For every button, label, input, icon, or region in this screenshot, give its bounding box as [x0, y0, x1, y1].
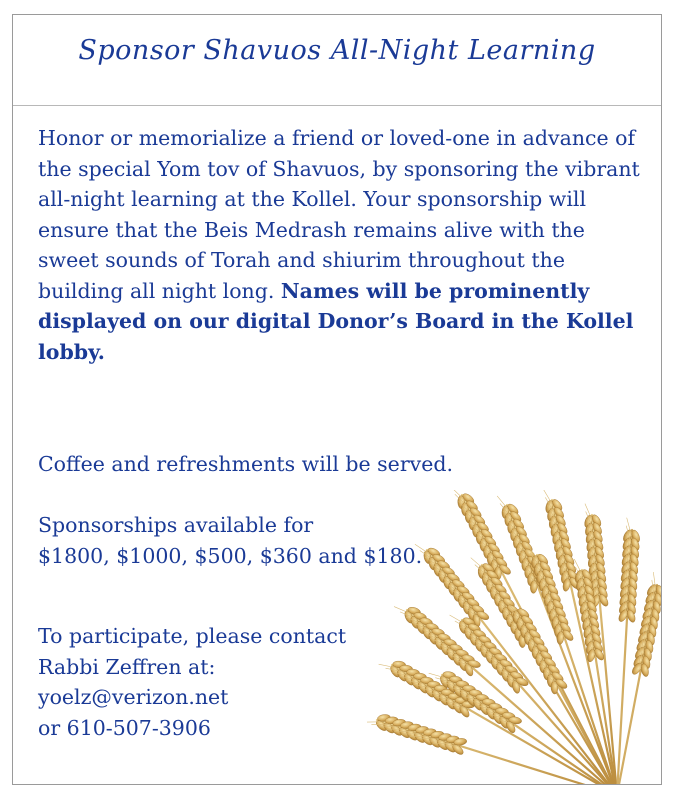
- intro-paragraph: [38, 123, 643, 367]
- refreshments-note: Coffee and refreshments will be served.: [38, 452, 453, 476]
- donor-board-notice: Names will be prominently displayed on our digital Donor’s Board in the Kollel lobby.: [38, 278, 634, 364]
- contact-email[interactable]: yoelz@verizon.net: [38, 685, 229, 709]
- contact-phone: or 610-507-3906: [38, 715, 211, 740]
- contact-prompt: To participate, please contact: [38, 624, 347, 648]
- sponsorship-levels: [38, 510, 643, 571]
- contact-name: Rabbi Zeffren at:: [38, 654, 216, 679]
- contact-info: [38, 621, 643, 743]
- sponsorship-label: Sponsorships available for: [38, 513, 314, 537]
- flyer-title: Sponsor Shavuos All-Night Learning: [78, 35, 596, 66]
- title-divider: [13, 105, 661, 106]
- sponsorship-amounts: $1800, $1000, $500, $360 and $180.: [38, 543, 423, 568]
- intro-text: Honor or memorialize a friend or loved-one in advance of the special Yom tov of Shavuos, by sponsoring the vibrant all-night learning at the Kollel. Your sponsorship will ensure that the Beis Medrash remains alive with the sweet sounds of Torah and shiurim throughout the building all night long.: [38, 126, 640, 303]
- sponsor-flyer: [12, 14, 662, 785]
